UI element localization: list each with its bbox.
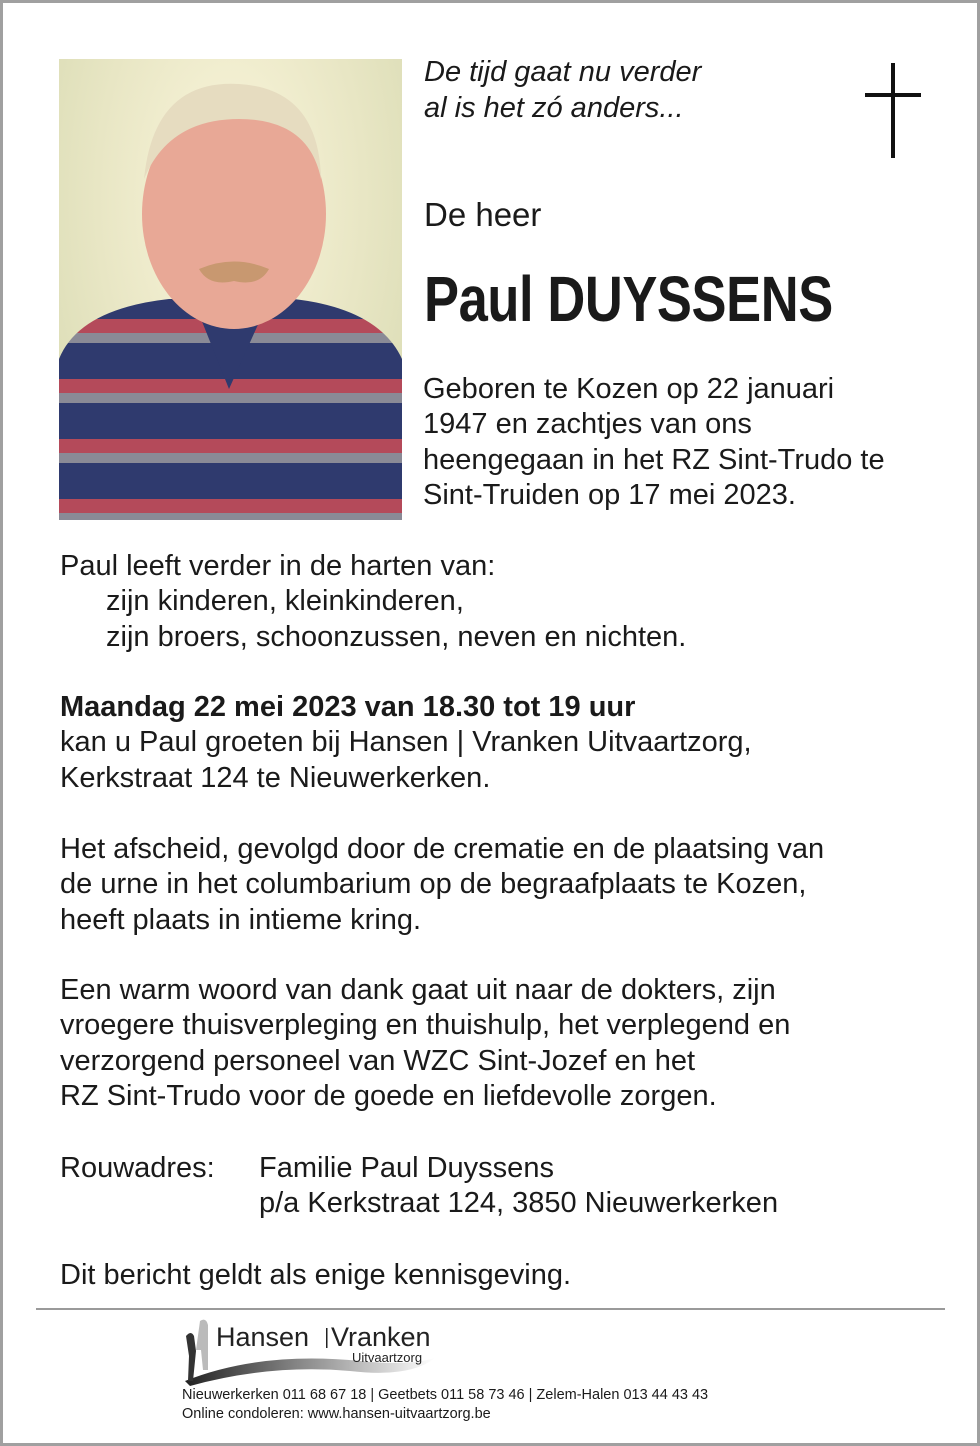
quote-line: De tijd gaat nu verder <box>424 56 702 88</box>
svg-text:Uitvaartzorg: Uitvaartzorg <box>352 1350 423 1365</box>
footer-contact <box>182 1386 708 1424</box>
survivors <box>60 549 686 655</box>
text-line: RZ Sint-Trudo voor de goede en liefdevolle zorgen. <box>60 1079 717 1112</box>
address-label: Rouwadres: <box>60 1152 215 1184</box>
visitation-date: Maandag 22 mei 2023 van 18.30 tot 19 uur <box>60 691 636 723</box>
text-line: de urne in het columbarium op de begraafplaats te Kozen, <box>60 868 807 901</box>
svg-text:Hansen: Hansen <box>216 1322 310 1352</box>
svg-text:Vranken: Vranken <box>331 1322 431 1352</box>
text-line: heengegaan in het RZ Sint-Trudo te <box>423 443 885 476</box>
phone-numbers: Nieuwerkerken 011 68 67 18 | Geetbets 011 58 73 46 | Zelem-Halen 013 44 43 43 <box>182 1387 709 1403</box>
quote-line: al is het zó anders... <box>424 92 684 124</box>
text-line: kan u Paul groeten bij Hansen | Vranken Uitvaartzorg, <box>60 726 752 759</box>
deceased-name: Paul DUYSSENS <box>424 263 833 335</box>
text-line: vroegere thuisverpleging en thuishulp, het verplegend en <box>60 1009 791 1042</box>
text-line: zijn kinderen, kleinkinderen, <box>106 585 464 618</box>
cross-icon <box>865 63 921 158</box>
quote <box>424 54 701 126</box>
title: De heer <box>424 196 542 233</box>
portrait-photo <box>59 59 402 520</box>
online-condolence-link[interactable]: Online condoleren: www.hansen-uitvaartzorg.be <box>182 1406 491 1422</box>
text-line: Kerkstraat 124 te Nieuwerkerken. <box>60 761 491 794</box>
funeral-home-logo <box>180 1316 450 1386</box>
text-line: p/a Kerkstraat 124, 3850 Nieuwerkerken <box>259 1187 779 1220</box>
text-line: Familie Paul Duyssens <box>259 1152 554 1184</box>
farewell <box>60 832 824 938</box>
text-line: verzorgend personeel van WZC Sint-Jozef en het <box>60 1044 696 1077</box>
text-line: heeft plaats in intieme kring. <box>60 903 422 936</box>
closing-text: Dit bericht geldt als enige kennisgeving. <box>60 1259 572 1291</box>
text-line: zijn broers, schoonzussen, neven en nichten. <box>106 620 687 653</box>
birth-text <box>423 372 885 513</box>
mourning-address <box>60 1151 778 1222</box>
divider <box>36 1308 945 1310</box>
text-line: Geboren te Kozen op 22 januari <box>423 373 835 405</box>
visitation <box>60 690 752 796</box>
text-line: Een warm woord van dank gaat uit naar de dokters, zijn <box>60 974 776 1006</box>
text-line: 1947 en zachtjes van ons <box>423 408 752 441</box>
text-line: Het afscheid, gevolgd door de crematie en de plaatsing van <box>60 833 825 865</box>
thanks <box>60 973 790 1114</box>
text-line: Sint-Truiden op 17 mei 2023. <box>423 478 796 511</box>
text-line: Paul leeft verder in de harten van: <box>60 550 496 582</box>
